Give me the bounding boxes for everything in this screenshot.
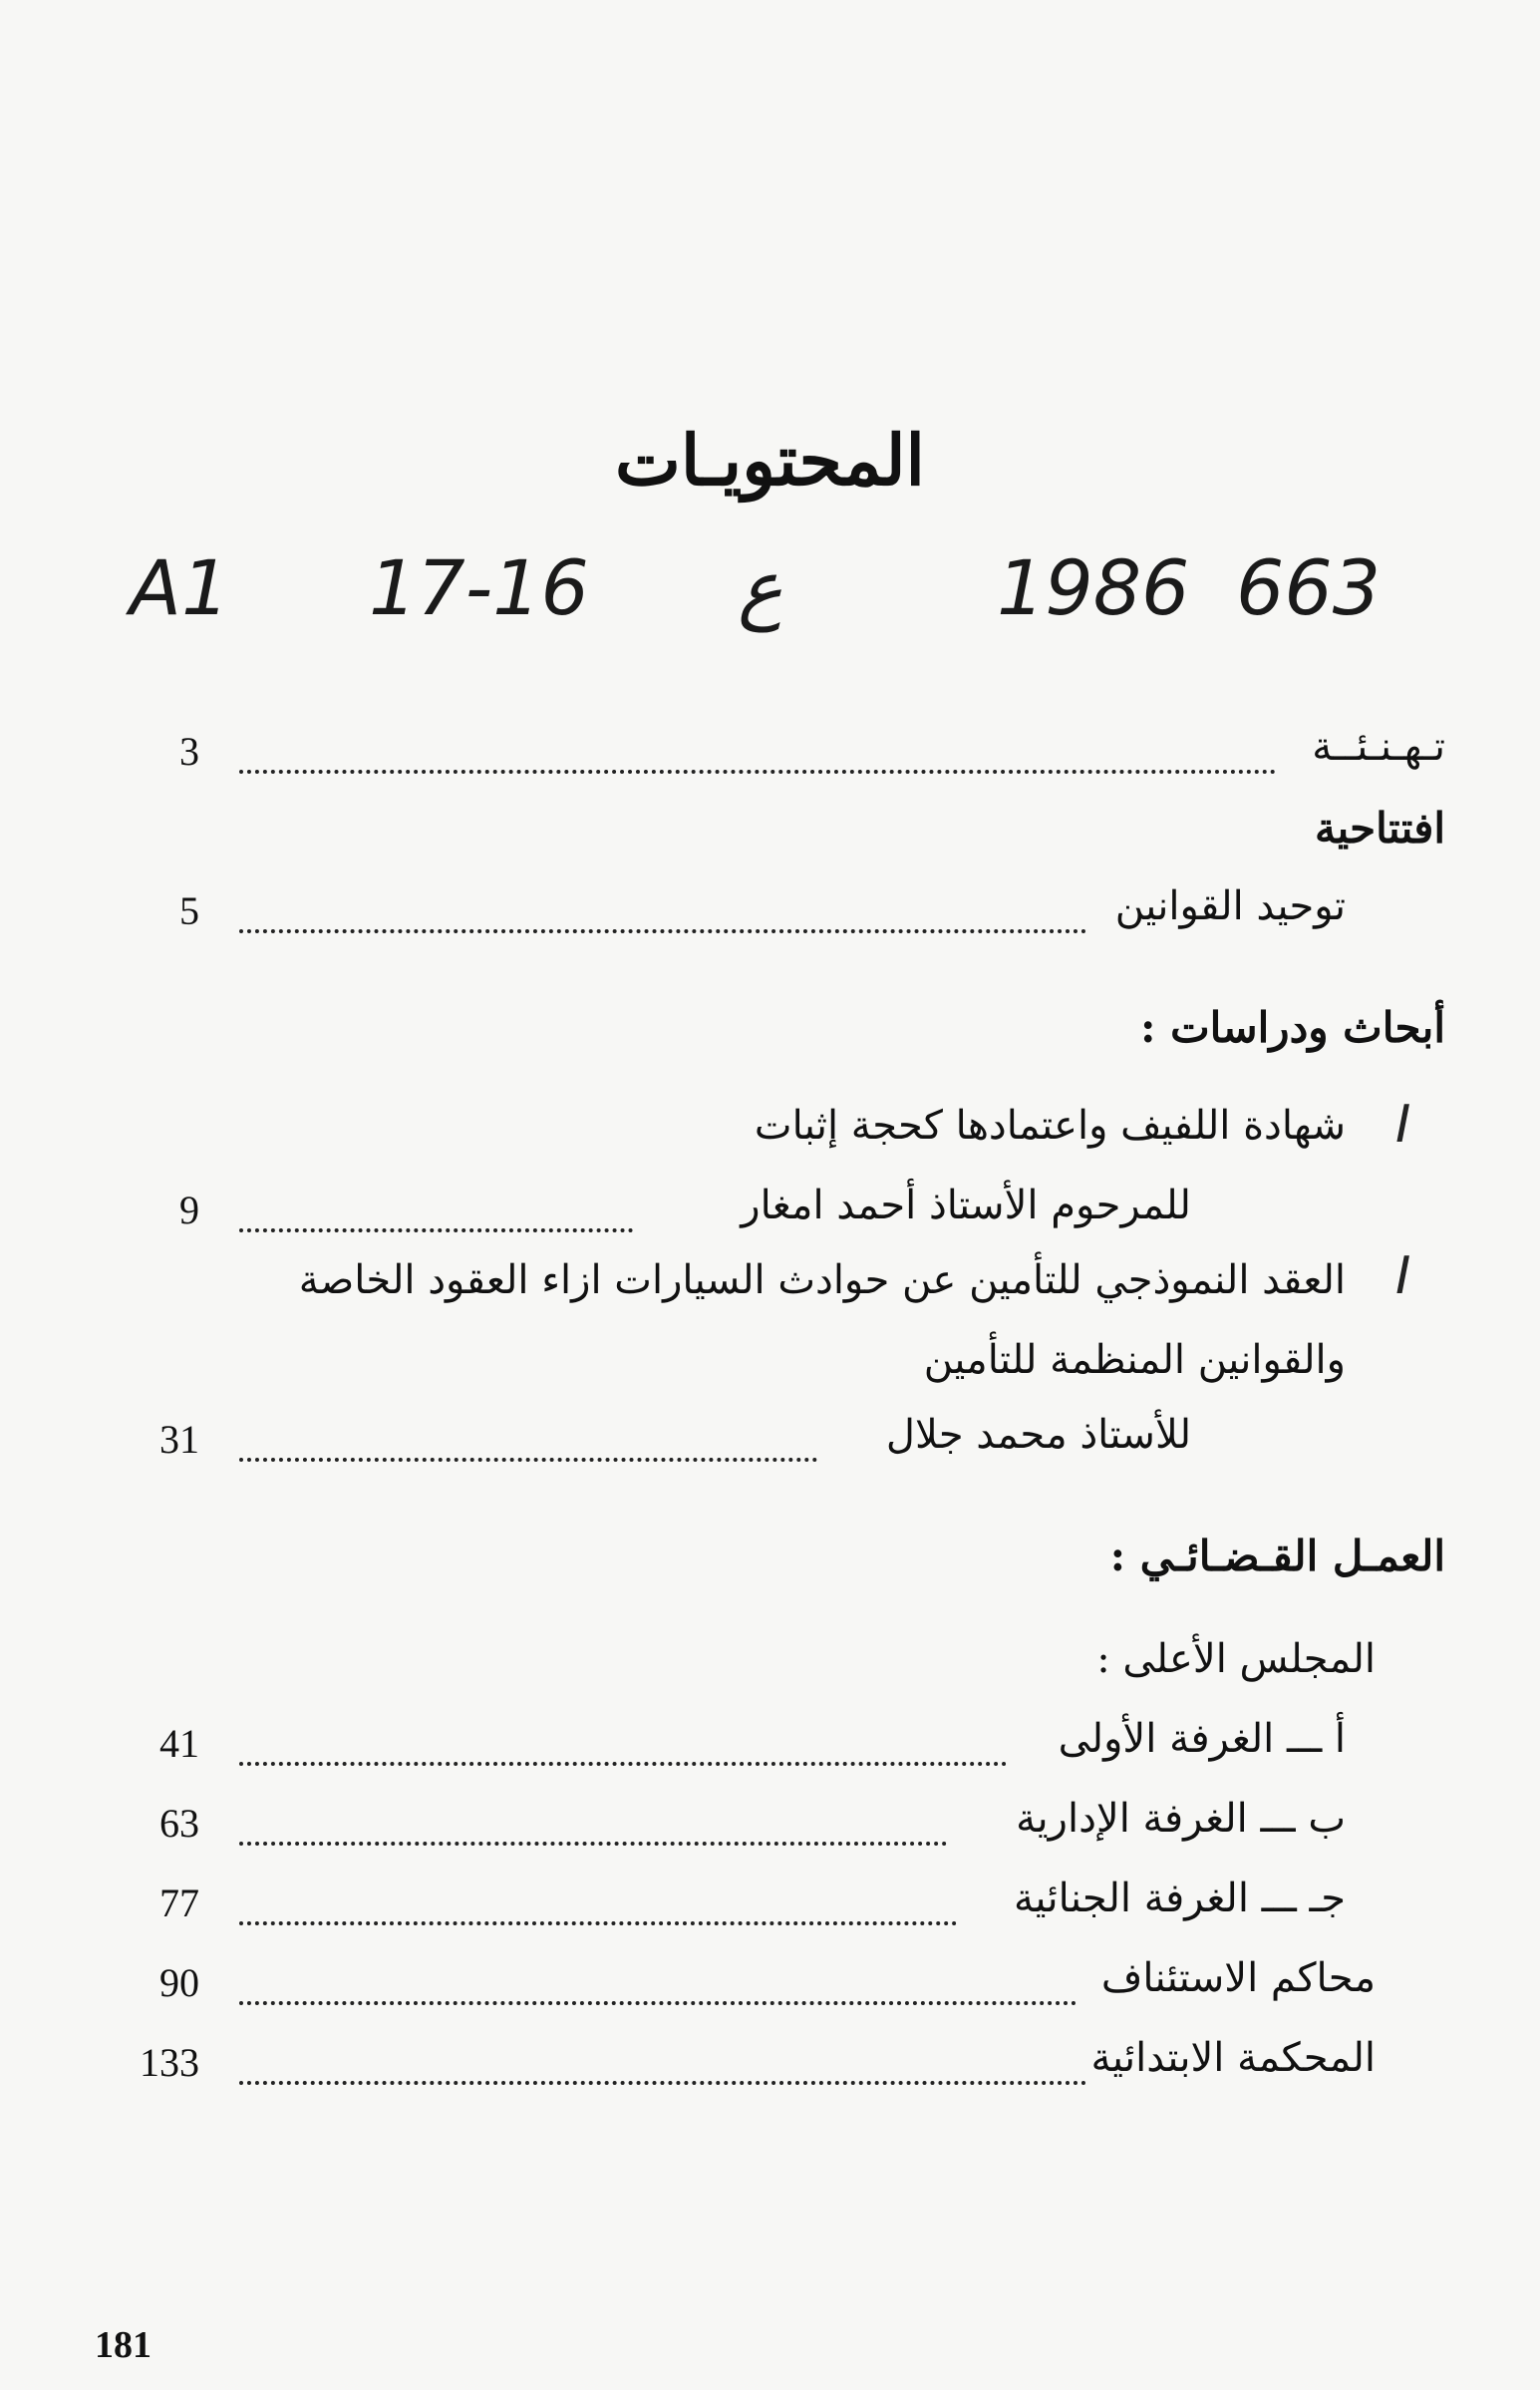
toc-entry-label: شهادة اللفيف واعتمادها كحجة إثبات	[754, 1103, 1346, 1149]
toc-page-number: 31	[159, 1417, 199, 1462]
toc-row	[0, 1251, 1540, 1331]
toc-page-number: 63	[159, 1801, 199, 1846]
toc-leader-dots	[239, 2061, 1086, 2085]
toc-leader-dots	[239, 1438, 817, 1462]
toc-row	[0, 2029, 1540, 2109]
toc-page-number: 90	[159, 1960, 199, 2005]
toc-leader-dots	[239, 909, 1086, 933]
handwritten-roman-mark: I	[1395, 1246, 1411, 1306]
toc-section-heading	[0, 798, 1540, 877]
toc-entry-label: ب ـــ الغرفة الإدارية	[1016, 1796, 1346, 1842]
handwritten-note-a: A1	[130, 543, 230, 632]
handwritten-note-e: 663	[1236, 543, 1382, 632]
toc-page-number: 5	[179, 888, 199, 933]
page-title: المحتويـات	[615, 419, 925, 502]
toc-page-number: 77	[159, 1880, 199, 1925]
toc-row	[0, 1177, 1540, 1256]
toc-section-heading	[0, 997, 1540, 1077]
toc-entry-label: محاكم الاستئناف	[1100, 1955, 1376, 2001]
toc-page-number: 3	[179, 729, 199, 774]
toc-page-number: 9	[179, 1188, 199, 1232]
toc-page-number: 133	[140, 2040, 199, 2085]
toc-row	[0, 1790, 1540, 1870]
toc-row	[0, 877, 1540, 957]
toc-leader-dots	[239, 1822, 947, 1846]
toc-entry-label: والقوانين المنظمة للتأمين	[923, 1337, 1346, 1383]
toc-entry-label: للأستاذ محمد جلال	[885, 1412, 1191, 1458]
toc-leader-dots	[239, 1901, 957, 1925]
toc-row	[0, 718, 1540, 798]
toc-row	[0, 1097, 1540, 1177]
toc-row	[0, 1870, 1540, 1949]
toc-entry-label: جـ ـــ الغرفة الجنائية	[1013, 1876, 1346, 1921]
toc-leader-dots	[239, 750, 1276, 774]
handwritten-note-d: 1986	[997, 543, 1190, 632]
toc-entry-label: توحيد القوانين	[1114, 883, 1346, 929]
toc-row	[0, 1331, 1540, 1411]
toc-row	[0, 1406, 1540, 1486]
toc-row	[0, 1710, 1540, 1790]
toc-leader-dots	[239, 1981, 1077, 2005]
toc-entry-label: أ ـــ الغرفة الأولى	[1058, 1716, 1346, 1762]
toc-entry-label: تـهـنـئــة	[1312, 724, 1445, 770]
toc-row	[0, 1949, 1540, 2029]
handwritten-note-c: ع	[738, 543, 783, 632]
toc-section-heading	[0, 1526, 1540, 1605]
toc-entry-label: العقد النموذجي للتأمين عن حوادث السيارات ازاء العقود الخاصة	[298, 1257, 1346, 1303]
toc-leader-dots	[239, 1208, 633, 1232]
page-number: 181	[95, 2324, 152, 2366]
toc-entry-label: للمرحوم الأستاذ أحمد امغار	[741, 1183, 1191, 1228]
toc-heading-label: افتتاحية	[1314, 804, 1445, 853]
toc-entry-label: المحكمة الابتدائية	[1090, 2035, 1376, 2081]
handwritten-note-b: 17-16	[369, 543, 589, 632]
toc-leader-dots	[239, 1742, 1007, 1766]
toc-heading-label: العمـل القـضـائـي :	[1109, 1532, 1445, 1580]
toc-subheading-label: المجلس الأعلى :	[1096, 1636, 1376, 1682]
handwritten-roman-mark: I	[1395, 1095, 1411, 1155]
toc-page-number: 41	[159, 1721, 199, 1766]
toc-heading-label: أبحاث ودراسات :	[1139, 1003, 1445, 1052]
toc-subheading	[0, 1630, 1540, 1710]
